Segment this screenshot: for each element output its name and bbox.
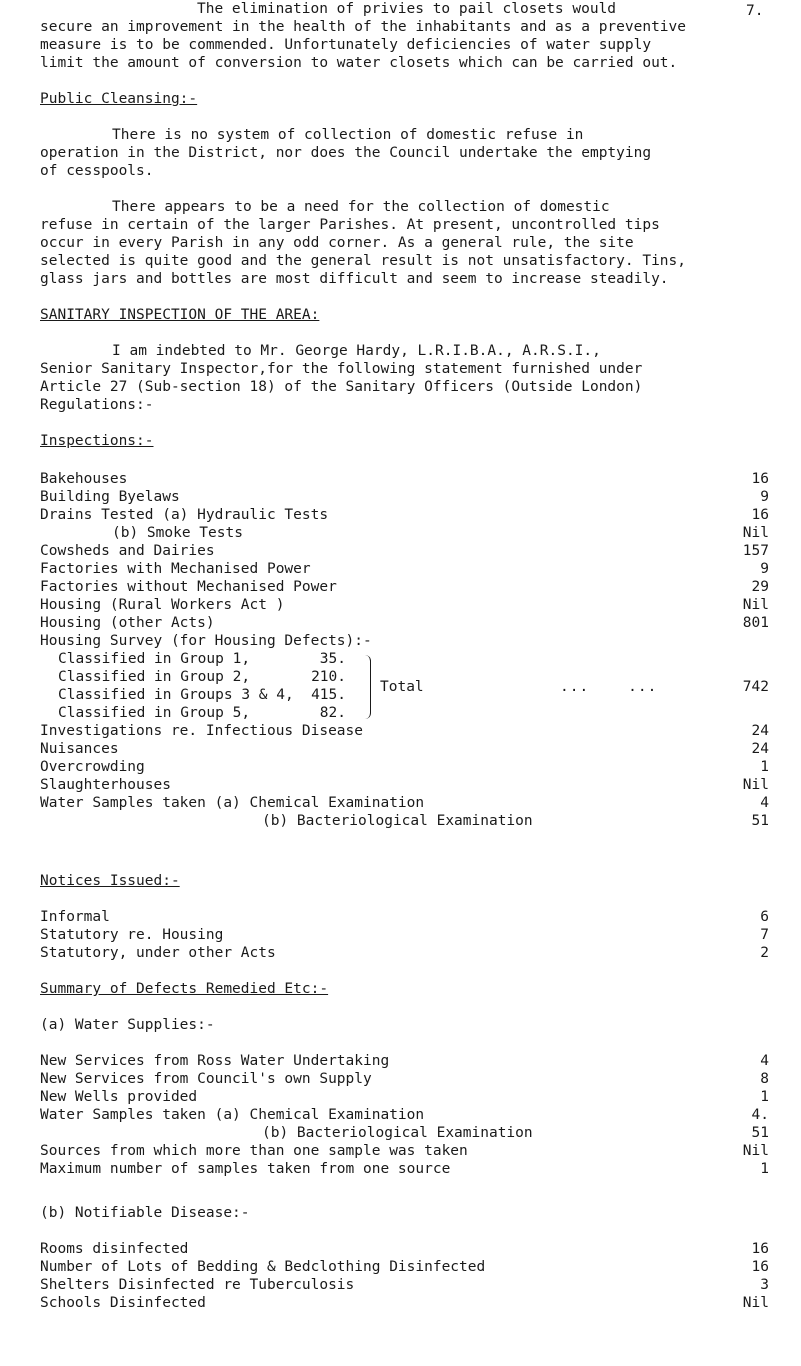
inspections-heading: Inspections:- bbox=[40, 433, 154, 449]
inspection-row-label: Nuisances bbox=[40, 741, 119, 757]
page-number: 7. bbox=[746, 3, 764, 19]
cleansing-p2-line-1: There appears to be a need for the collection of domestic bbox=[112, 199, 610, 215]
inspection-row-value: 24 bbox=[751, 723, 769, 739]
intro-line-4: limit the amount of conversion to water closets which can be carried out. bbox=[40, 55, 678, 71]
inspection-row-label: Investigations re. Infectious Disease bbox=[40, 723, 364, 739]
notice-row-label: Informal bbox=[40, 909, 110, 925]
sanitary-line-3: Article 27 (Sub-section 18) of the Sanitary Officers (Outside London) bbox=[40, 379, 643, 395]
water-row-value: 51 bbox=[751, 1125, 769, 1141]
inspection-row-value: 29 bbox=[751, 579, 769, 595]
inspection-row-value: Nil bbox=[742, 597, 769, 613]
notices-heading: Notices Issued:- bbox=[40, 873, 180, 889]
inspection-row-label: Cowsheds and Dairies bbox=[40, 543, 215, 559]
sanitary-heading: SANITARY INSPECTION OF THE AREA: bbox=[40, 307, 320, 323]
notice-row-value: 2 bbox=[760, 945, 769, 961]
cleansing-p2-line-4: selected is quite good and the general result is not unsatisfactory. Tins, bbox=[40, 253, 687, 269]
inspection-row-label: Slaughterhouses bbox=[40, 777, 171, 793]
disease-row-label: Shelters Disinfected re Tuberculosis bbox=[40, 1277, 355, 1293]
water-row-label: New Wells provided bbox=[40, 1089, 198, 1105]
cleansing-heading: Public Cleansing:- bbox=[40, 91, 198, 107]
inspection-row-label: Drains Tested (a) Hydraulic Tests bbox=[40, 507, 329, 523]
summary-heading: Summary of Defects Remedied Etc:- bbox=[40, 981, 329, 997]
sanitary-line-4: Regulations:- bbox=[40, 397, 154, 413]
inspection-row-label: Factories with Mechanised Power bbox=[40, 561, 311, 577]
survey-total-value: 742 bbox=[742, 679, 769, 695]
sanitary-line-1: I am indebted to Mr. George Hardy, L.R.I.B.A., A.R.S.I., bbox=[112, 343, 601, 359]
intro-line-1: The elimination of privies to pail closets would bbox=[197, 1, 617, 17]
inspection-row-label: Overcrowding bbox=[40, 759, 145, 775]
survey-row-value: 415. bbox=[311, 687, 346, 703]
cleansing-p2-line-5: glass jars and bottles are most difficult and seem to increase steadily. bbox=[40, 271, 669, 287]
water-row-label: Sources from which more than one sample was taken bbox=[40, 1143, 468, 1159]
housing-survey-label: Housing Survey (for Housing Defects):- bbox=[40, 633, 372, 649]
survey-row-label: Classified in Group 1, bbox=[58, 651, 251, 667]
survey-row-value: 35. bbox=[319, 651, 346, 667]
inspection-row-value: Nil bbox=[742, 525, 769, 541]
disease-row-label: Number of Lots of Bedding & Bedclothing Disinfected bbox=[40, 1259, 486, 1275]
inspection-row-value: 1 bbox=[760, 759, 769, 775]
disease-row-value: 16 bbox=[751, 1241, 769, 1257]
inspection-row-value: 24 bbox=[751, 741, 769, 757]
notice-row-label: Statutory re. Housing bbox=[40, 927, 224, 943]
notice-row-label: Statutory, under other Acts bbox=[40, 945, 276, 961]
inspection-row-value: 9 bbox=[760, 561, 769, 577]
water-row-label: Maximum number of samples taken from one source bbox=[40, 1161, 451, 1177]
disease-row-value: 3 bbox=[760, 1277, 769, 1293]
survey-total-dots: ... ... bbox=[560, 679, 658, 695]
survey-total-label: Total bbox=[380, 679, 424, 695]
inspection-row-label: Factories without Mechanised Power bbox=[40, 579, 337, 595]
cleansing-p1-line-1: There is no system of collection of domestic refuse in bbox=[112, 127, 584, 143]
water-row-value: Nil bbox=[742, 1143, 769, 1159]
intro-line-2: secure an improvement in the health of the inhabitants and as a preventive bbox=[40, 19, 687, 35]
survey-row-value: 210. bbox=[311, 669, 346, 685]
disease-row-value: 16 bbox=[751, 1259, 769, 1275]
survey-brace bbox=[362, 655, 371, 719]
cleansing-p1-line-2: operation in the District, nor does the Council undertake the emptying bbox=[40, 145, 652, 161]
sanitary-line-2: Senior Sanitary Inspector,for the following statement furnished under bbox=[40, 361, 643, 377]
water-row-label: New Services from Ross Water Undertaking bbox=[40, 1053, 390, 1069]
water-row-value: 1 bbox=[760, 1161, 769, 1177]
survey-row-value: 82. bbox=[319, 705, 346, 721]
notice-row-value: 7 bbox=[760, 927, 769, 943]
inspection-row-value: 16 bbox=[751, 507, 769, 523]
cleansing-p1-line-3: of cesspools. bbox=[40, 163, 154, 179]
notice-row-value: 6 bbox=[760, 909, 769, 925]
water-row-value: 4 bbox=[760, 1053, 769, 1069]
inspection-row-value: 4 bbox=[760, 795, 769, 811]
disease-row-label: Rooms disinfected bbox=[40, 1241, 189, 1257]
cleansing-p2-line-3: occur in every Parish in any odd corner. As a general rule, the site bbox=[40, 235, 634, 251]
disease-row-label: Schools Disinfected bbox=[40, 1295, 206, 1311]
survey-row-label: Classified in Group 5, bbox=[58, 705, 251, 721]
inspection-row-value: Nil bbox=[742, 777, 769, 793]
inspection-row-label: Water Samples taken (a) Chemical Examination bbox=[40, 795, 425, 811]
inspection-row-value: 16 bbox=[751, 471, 769, 487]
inspection-row-value: 157 bbox=[742, 543, 769, 559]
inspection-row-label: Building Byelaws bbox=[40, 489, 180, 505]
water-row-label: (b) Bacteriological Examination bbox=[262, 1125, 533, 1141]
inspection-row-value: 9 bbox=[760, 489, 769, 505]
inspection-row-label: (b) Bacteriological Examination bbox=[262, 813, 533, 829]
disease-row-value: Nil bbox=[742, 1295, 769, 1311]
inspection-row-label: Housing (Rural Workers Act ) bbox=[40, 597, 285, 613]
notifiable-disease-heading: (b) Notifiable Disease:- bbox=[40, 1205, 250, 1221]
inspection-row-value: 51 bbox=[751, 813, 769, 829]
water-row-value: 1 bbox=[760, 1089, 769, 1105]
inspection-row-label: (b) Smoke Tests bbox=[112, 525, 243, 541]
inspection-row-value: 801 bbox=[742, 615, 769, 631]
water-row-value: 8 bbox=[760, 1071, 769, 1087]
cleansing-p2-line-2: refuse in certain of the larger Parishes. At present, uncontrolled tips bbox=[40, 217, 660, 233]
intro-line-3: measure is to be commended. Unfortunately deficiencies of water supply bbox=[40, 37, 652, 53]
inspection-row-label: Bakehouses bbox=[40, 471, 128, 487]
survey-row-label: Classified in Group 2, bbox=[58, 669, 251, 685]
inspection-row-label: Housing (other Acts) bbox=[40, 615, 215, 631]
water-row-label: New Services from Council's own Supply bbox=[40, 1071, 372, 1087]
water-row-label: Water Samples taken (a) Chemical Examination bbox=[40, 1107, 425, 1123]
water-row-value: 4. bbox=[751, 1107, 769, 1123]
survey-row-label: Classified in Groups 3 & 4, bbox=[58, 687, 294, 703]
water-supplies-heading: (a) Water Supplies:- bbox=[40, 1017, 215, 1033]
